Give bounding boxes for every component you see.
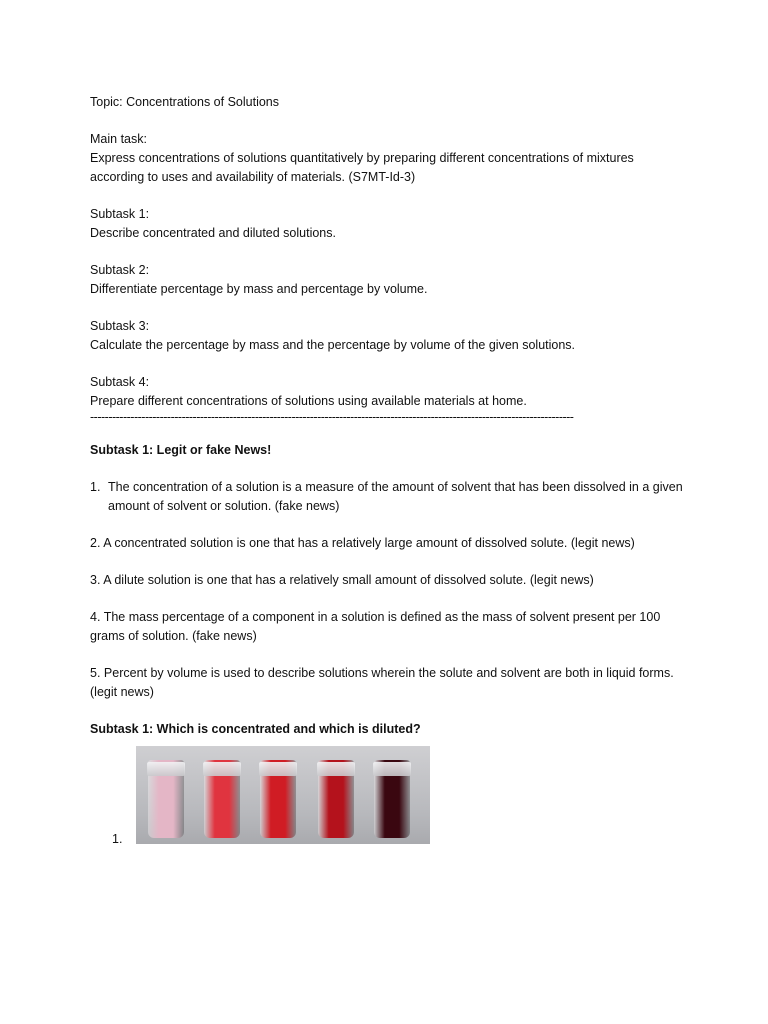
list-item-number: 2. — [90, 536, 101, 550]
subtask-2-text: Differentiate percentage by mass and percentage by volume. — [90, 282, 428, 296]
topic-heading: Topic: Concentrations of Solutions — [90, 95, 279, 109]
photo-item-number: 1. — [112, 832, 123, 846]
list-item-number: 4. — [90, 610, 101, 624]
list-item — [90, 664, 690, 702]
concentrated-or-diluted-heading: Subtask 1: Which is concentrated and which is diluted? — [90, 722, 421, 736]
dashed-divider: ------------------------------------------------------------------------------------------------------------------------------------ — [90, 411, 574, 423]
subtask-3-label: Subtask 3: — [90, 319, 150, 333]
glass-rim — [203, 762, 241, 776]
glass-rim — [147, 762, 185, 776]
photo-row — [90, 746, 690, 846]
subtask-1-label: Subtask 1: — [90, 207, 150, 221]
glass-rim — [259, 762, 297, 776]
main-task-text: Express concentrations of solutions quantitatively by preparing different concentrations of mixtures according to uses and availability of materials. (S7MT-Id-3) — [90, 151, 634, 184]
document-body — [90, 93, 690, 846]
list-item — [90, 608, 690, 646]
subtask-3-text: Calculate the percentage by mass and the percentage by volume of the given solutions. — [90, 338, 576, 352]
list-item-number: 5. — [90, 666, 101, 680]
list-item-number: 3. — [90, 573, 101, 587]
subtask-2-label: Subtask 2: — [90, 263, 150, 277]
main-task-label: Main task: — [90, 132, 147, 146]
list-item-text: The concentration of a solution is a measure of the amount of solvent that has been dissolved in a given amount of solvent or solution. (fake news) — [108, 480, 683, 513]
list-item-text: A dilute solution is one that has a relatively small amount of dissolved solute. (legit news) — [103, 573, 594, 587]
subtask-4-text: Prepare different concentrations of solutions using available materials at home. — [90, 394, 527, 408]
list-item-text: The mass percentage of a component in a solution is defined as the mass of solvent present per 100 grams of solution. (fake news) — [90, 610, 661, 643]
list-item — [90, 478, 690, 516]
list-item — [90, 534, 690, 553]
legit-or-fake-heading: Subtask 1: Legit or fake News! — [90, 443, 272, 457]
subtask-4-label: Subtask 4: — [90, 375, 150, 389]
subtask-1-text: Describe concentrated and diluted solutions. — [90, 226, 336, 240]
list-item-number: 1. — [90, 480, 101, 494]
glasses-photo — [136, 746, 430, 844]
list-item-text: A concentrated solution is one that has a relatively large amount of dissolved solute. (legit news) — [103, 536, 635, 550]
glass-rim — [373, 762, 411, 776]
glass-rim — [317, 762, 355, 776]
list-item — [90, 571, 690, 590]
list-item-text: Percent by volume is used to describe solutions wherein the solute and solvent are both in liquid forms. (legit news) — [90, 666, 674, 699]
